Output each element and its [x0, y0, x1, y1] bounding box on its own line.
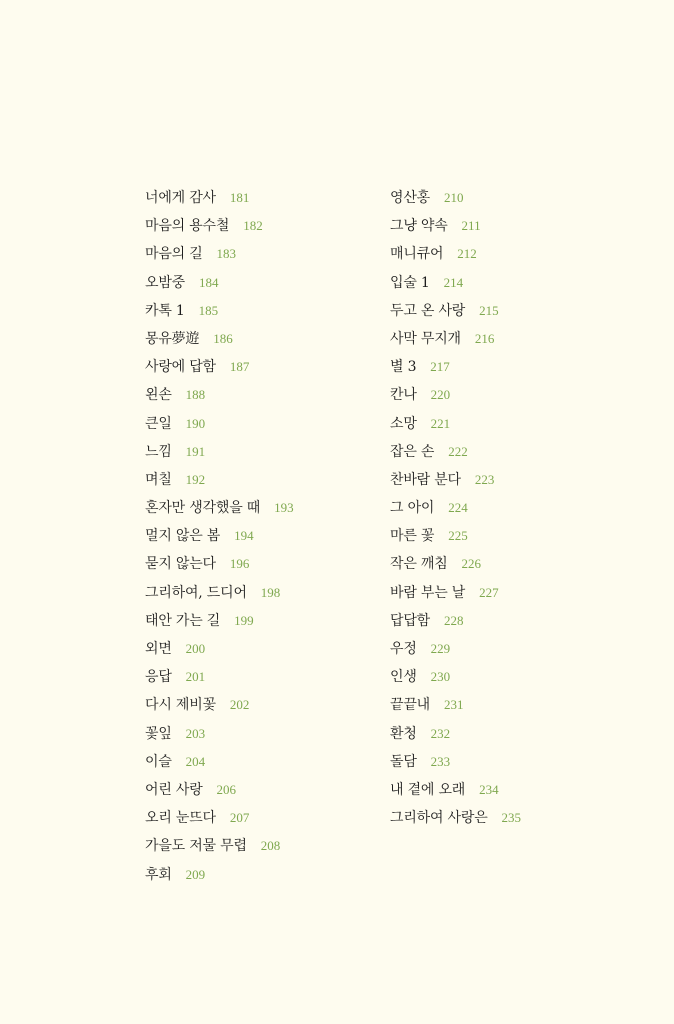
- toc-entry-title: 외면: [145, 641, 172, 657]
- toc-entry[interactable]: [145, 578, 294, 606]
- toc-entry[interactable]: [390, 578, 521, 606]
- toc-entry-title: 사막 무지개: [390, 330, 461, 347]
- toc-entry[interactable]: [145, 634, 294, 662]
- toc-entry-title: 작은 깨침: [390, 556, 448, 573]
- toc-entry[interactable]: [145, 549, 294, 577]
- toc-entry-page: 181: [229, 190, 250, 205]
- toc-entry[interactable]: [145, 380, 294, 408]
- toc-entry[interactable]: [145, 803, 294, 831]
- toc-entry-title: 두고 온 사랑: [390, 302, 466, 319]
- toc-entry-title: 어린 사랑: [145, 781, 203, 798]
- toc-entry-page: 187: [229, 359, 250, 375]
- toc-entry-page: 206: [216, 781, 237, 797]
- toc-entry-page: 204: [185, 753, 206, 769]
- toc-entry-page: 182: [243, 218, 263, 234]
- toc-entry[interactable]: [390, 211, 521, 239]
- toc-entry[interactable]: [390, 690, 521, 718]
- toc-entry[interactable]: [145, 465, 294, 493]
- toc-entry-page: 196: [229, 556, 250, 572]
- toc-entry-page: 191: [185, 443, 206, 459]
- toc-entry-title: 묻지 않는다: [145, 556, 216, 573]
- toc-entry-title: 카톡 1: [145, 302, 185, 319]
- toc-entry-page: 192: [185, 471, 206, 487]
- toc-entry[interactable]: [390, 775, 521, 803]
- toc-entry-title: 바람 부는 날: [390, 584, 466, 601]
- toc-entry-title: 왼손: [145, 387, 172, 404]
- toc-entry-title: 가을도 저물 무렵: [145, 838, 247, 855]
- toc-entry-page: 235: [501, 810, 522, 826]
- toc-entry[interactable]: [145, 183, 294, 211]
- toc-entry[interactable]: [390, 465, 521, 493]
- toc-entry-page: 230: [430, 669, 451, 685]
- toc-entry-page: 225: [448, 528, 468, 544]
- toc-entry-page: 211: [461, 218, 481, 234]
- toc-entry-title: 돌담: [390, 753, 417, 770]
- toc-entry-title: 응답: [145, 669, 172, 686]
- toc-entry-page: 201: [185, 669, 206, 685]
- toc-entry-page: 210: [443, 190, 464, 205]
- toc-entry-title: 마음의 용수철: [145, 218, 230, 235]
- toc-entry[interactable]: [390, 634, 521, 662]
- toc-entry-page: 209: [185, 866, 206, 882]
- toc-entry-title: 느낌: [145, 443, 172, 460]
- toc-entry-title: 그리하여 사랑은: [390, 810, 488, 827]
- toc-entry[interactable]: [145, 521, 294, 549]
- toc-entry-title: 너에게 감사: [145, 190, 216, 206]
- toc-entry[interactable]: [145, 437, 294, 465]
- toc-entry-title: 영산홍: [390, 190, 430, 206]
- toc-entry-page: 198: [260, 584, 281, 600]
- toc-entry[interactable]: [145, 662, 294, 690]
- toc-entry-page: 202: [229, 697, 250, 713]
- toc-entry-title: 사랑에 답함: [145, 359, 216, 376]
- toc-entry-title: 칸나: [390, 387, 417, 404]
- toc-entry-page: 188: [185, 387, 206, 403]
- toc-entry[interactable]: [390, 437, 521, 465]
- toc-entry[interactable]: [390, 324, 521, 352]
- toc-entry-page: 203: [185, 725, 206, 741]
- toc-entry-page: 220: [430, 387, 451, 403]
- toc-entry-title: 그리하여, 드디어: [145, 584, 247, 601]
- toc-entry-title: 찬바람 분다: [390, 471, 461, 488]
- toc-entry[interactable]: [390, 803, 521, 831]
- toc-entry-title: 큰일: [145, 415, 172, 432]
- toc-entry-page: 184: [198, 274, 219, 290]
- toc-entry-page: 233: [430, 753, 451, 769]
- toc-entry[interactable]: [390, 549, 521, 577]
- toc-entry-page: 215: [479, 302, 499, 318]
- toc-entry[interactable]: [145, 296, 294, 324]
- toc-entry-page: 200: [185, 641, 206, 656]
- toc-entry[interactable]: [145, 775, 294, 803]
- toc-entry[interactable]: [390, 268, 521, 296]
- toc-entry[interactable]: [145, 324, 294, 352]
- toc-entry-title: 그냥 약속: [390, 218, 448, 235]
- toc-entry-page: 216: [474, 330, 495, 346]
- toc-column-left: [145, 183, 294, 888]
- toc-entry-page: 217: [430, 359, 450, 375]
- toc-entry[interactable]: [390, 747, 521, 775]
- toc-entry[interactable]: [145, 860, 294, 888]
- toc-entry[interactable]: [390, 606, 521, 634]
- toc-entry-title: 끝끝내: [390, 697, 430, 714]
- toc-entry-page: 223: [474, 471, 495, 487]
- toc-entry-title: 몽유夢遊: [145, 330, 200, 347]
- toc-entry-page: 226: [461, 556, 482, 572]
- toc-entry-page: 221: [430, 415, 451, 431]
- toc-entry-page: 212: [457, 246, 477, 262]
- toc-entry-title: 꽃잎: [145, 725, 172, 742]
- toc-entry-title: 태안 가는 길: [145, 612, 221, 629]
- toc-entry[interactable]: [145, 606, 294, 634]
- toc-entry[interactable]: [390, 380, 521, 408]
- toc-entry[interactable]: [145, 719, 294, 747]
- toc-entry-page: 234: [479, 781, 499, 797]
- toc-entry-title: 다시 제비꽃: [145, 697, 216, 714]
- toc-entry[interactable]: [390, 521, 521, 549]
- toc-entry-page: 193: [274, 500, 294, 516]
- toc-entry-title: 매니큐어: [390, 246, 444, 263]
- toc-entry-page: 229: [430, 641, 451, 656]
- toc-entry-page: 194: [234, 528, 254, 544]
- toc-entry[interactable]: [145, 239, 294, 267]
- toc-entry-page: 190: [185, 415, 206, 431]
- toc-entry-title: 마음의 길: [145, 246, 203, 263]
- toc-entry[interactable]: [145, 747, 294, 775]
- toc-entry[interactable]: [390, 296, 521, 324]
- toc-entry-page: 186: [213, 330, 233, 346]
- toc-entry-title: 그 아이: [390, 500, 435, 517]
- toc-entry-title: 환청: [390, 725, 417, 742]
- toc-entry[interactable]: [145, 352, 294, 380]
- toc-entry-page: 208: [260, 838, 281, 854]
- toc-entry-title: 멀지 않은 봄: [145, 528, 221, 545]
- toc-entry-page: 199: [234, 612, 254, 628]
- toc-entry[interactable]: [145, 211, 294, 239]
- toc-entry-title: 소망: [390, 415, 417, 432]
- toc-entry[interactable]: [390, 239, 521, 267]
- toc-entry-title: 내 곁에 오래: [390, 781, 466, 798]
- toc-column-right: [390, 183, 521, 831]
- toc-entry-title: 잡은 손: [390, 443, 435, 460]
- toc-entry[interactable]: [390, 493, 521, 521]
- toc-entry-title: 별 3: [390, 359, 417, 376]
- toc-entry-page: 185: [198, 302, 219, 318]
- toc-entry[interactable]: [145, 690, 294, 718]
- toc-entry-page: 183: [216, 246, 237, 262]
- toc-entry[interactable]: [145, 831, 294, 859]
- toc-entry-page: 207: [229, 810, 250, 826]
- toc-entry[interactable]: [390, 719, 521, 747]
- toc-entry[interactable]: [145, 409, 294, 437]
- toc-entry-page: 232: [430, 725, 451, 741]
- toc-entry[interactable]: [390, 352, 521, 380]
- toc-entry[interactable]: [390, 183, 521, 211]
- toc-entry-title: 이슬: [145, 753, 172, 770]
- toc-entry-title: 인생: [390, 669, 417, 686]
- toc-entry-title: 답답함: [390, 612, 430, 629]
- toc-entry-page: 227: [479, 584, 499, 600]
- toc-entry-title: 후회: [145, 866, 172, 883]
- toc-entry-title: 며칠: [145, 471, 172, 488]
- toc-entry-page: 231: [443, 697, 464, 713]
- toc-entry[interactable]: [390, 409, 521, 437]
- toc-entry-title: 오리 눈뜨다: [145, 810, 216, 827]
- toc-entry-page: 224: [448, 500, 468, 516]
- toc-entry-page: 228: [443, 612, 464, 628]
- toc-entry-page: 214: [443, 274, 464, 290]
- toc-entry[interactable]: [145, 493, 294, 521]
- toc-entry[interactable]: [390, 662, 521, 690]
- toc-entry-page: 222: [448, 443, 468, 459]
- toc-entry-title: 우정: [390, 641, 417, 657]
- toc-entry-title: 오밤중: [145, 274, 185, 291]
- toc-entry-title: 입술 1: [390, 274, 430, 291]
- toc-entry-title: 혼자만 생각했을 때: [145, 500, 261, 517]
- toc-entry-title: 마른 꽃: [390, 528, 435, 545]
- toc-entry[interactable]: [145, 268, 294, 296]
